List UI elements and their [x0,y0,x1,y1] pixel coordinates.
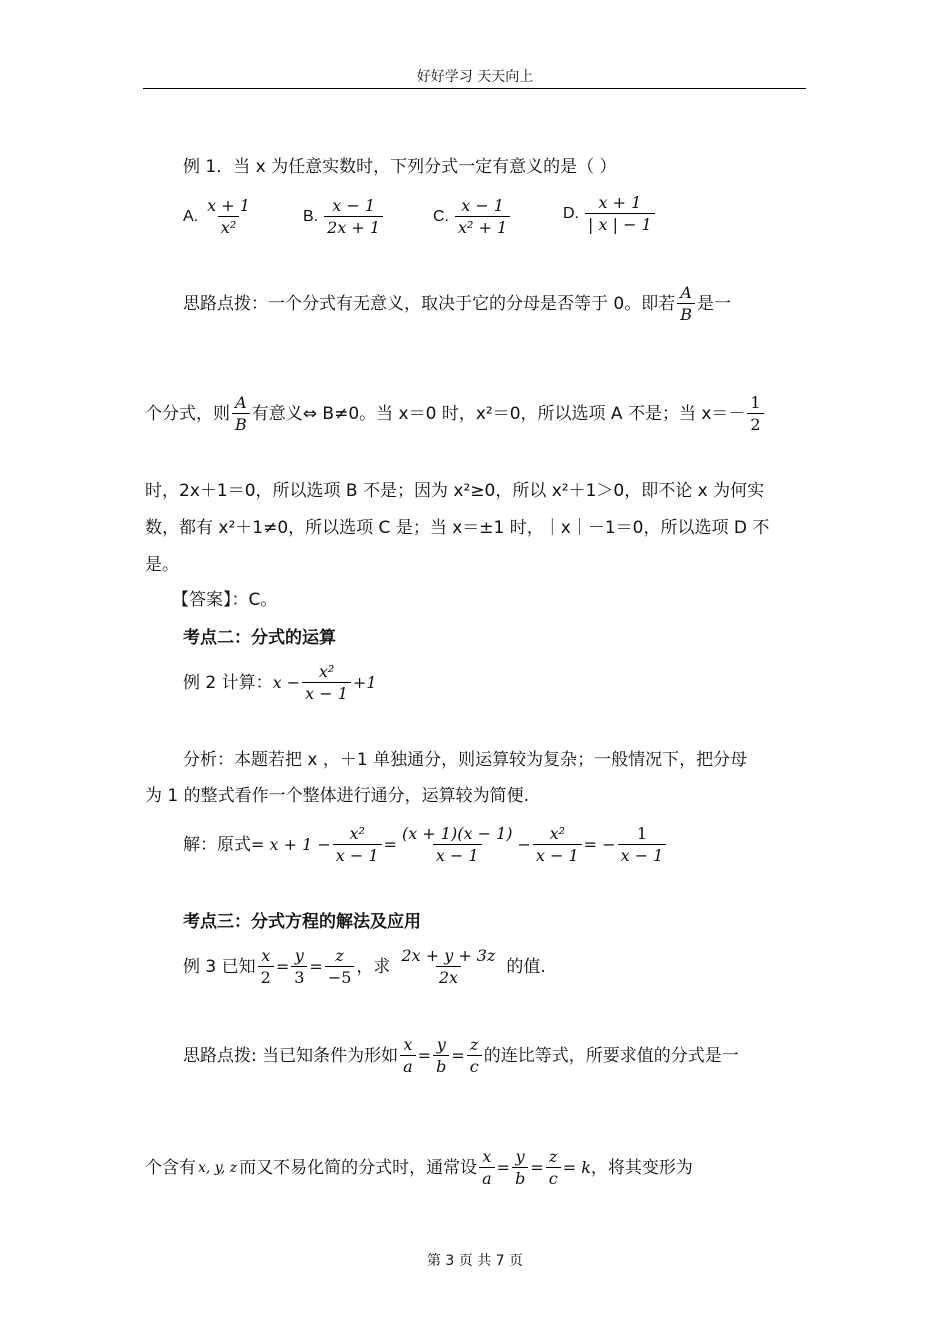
last-eq1: = [496,1157,511,1177]
c2-num: y [436,1035,446,1054]
frac-b-2: B [232,413,250,434]
ex2-expr-post: +1 [352,672,377,692]
sol-f2-den: x − 1 [433,844,482,865]
ex3-hint-pre: 思路点拨: 当已知条件为形如 [183,1045,399,1066]
sol-eq1: = [383,834,397,854]
section2-title: 考点二：分式的运算 [183,628,336,648]
ex1-hint-line1 [183,283,731,324]
sol-f4-den: x − 1 [618,844,667,865]
hint-eq1: = [417,1045,432,1065]
ex2-den: x − 1 [302,682,351,703]
c3b-den: c [546,1167,561,1188]
ratio2-x-a [479,1147,495,1188]
sol-eq2: = − [583,834,616,854]
option-c-label: C. [433,207,449,225]
ex2-label: 例 2 计算： [183,672,273,693]
r1-num: x [261,946,271,965]
sol-frac4 [618,824,667,865]
option-d [563,193,657,234]
c3-den: c [467,1055,482,1076]
option-a-fraction [204,196,253,237]
last-vars: x, y, z [198,1159,238,1176]
option-b-num: x − 1 [332,196,375,215]
c3b-num: z [549,1147,558,1166]
ex3-hint-line1 [183,1035,739,1076]
ex3-ratio3 [325,946,355,987]
frac-a-over-b-2 [232,393,250,434]
hint2-pre: 个分式，则 [145,403,230,424]
sol-p1: = x + 1 − [251,834,331,854]
ex3-eq2: = [309,956,323,976]
solution-line [183,824,668,865]
option-d-label: D. [563,204,579,222]
hint-eq2: = [451,1045,465,1065]
hint2-mid: 有意义⇔ B≠0。当 x＝0 时，x²＝0，所以选项 A 不是；当 x＝－ [251,403,746,424]
half-num: 1 [750,393,761,412]
half-den: 2 [747,413,763,434]
analysis-line2: 为 1 的整式看作一个整体进行通分，运算较为简便. [145,786,530,806]
option-b-den: 2x + 1 [324,216,383,237]
hint1-post: 是一 [696,293,731,314]
ex3-target [398,946,498,987]
ex3-ratio2 [291,946,307,987]
ex1-hint-line5: 是。 [145,555,179,575]
sol-f3-num: x² [549,824,565,843]
ex3-line [183,946,546,987]
option-c-den: x² + 1 [455,216,510,237]
c1b-den: a [479,1167,495,1188]
ratio-z-c [467,1035,482,1076]
ratio-x-a [400,1035,416,1076]
last-pre: 个含有 [145,1157,196,1178]
c2-den: b [433,1055,449,1076]
section3-title: 考点三：分式方程的解法及应用 [183,912,421,932]
ex3-hint-line2 [145,1147,693,1188]
sol-minus: − [517,834,531,854]
option-a-label: A. [183,207,199,225]
ex1-hint-line4: 数，都有 x²＋1≠0，所以选项 C 是；当 x＝±1 时，｜x｜－1＝0，所以选项 D 不 [145,518,770,538]
ex2-expr-pre: x − [272,672,301,692]
ratio-y-b [433,1035,449,1076]
option-b [303,196,385,237]
option-a [183,196,255,237]
c1-num: x [403,1035,413,1054]
ex1-hint-line2 [145,393,766,434]
page-header: 好好学习 天天向上 [416,69,534,85]
ex2-num: x² [318,662,335,681]
last-eq2: = [530,1157,544,1177]
option-b-label: B. [303,207,319,225]
ex3-end: 的值. [506,956,546,977]
ex3-eq1: = [275,956,290,976]
last-post: ，将其变形为 [590,1157,693,1178]
page-footer: 第 3 页 共 7 页 [426,1253,524,1269]
ex3-label: 例 3 已知 [183,956,256,977]
option-c-fraction [455,196,510,237]
sol-f4-num: 1 [636,824,648,843]
sol-label: 解：原式 [183,834,251,855]
option-c [433,196,512,237]
analysis-line1: 分析：本题若把 x ，＋1 单独通分，则运算较为复杂；一般情况下，把分母 [183,750,748,770]
r2-den: 3 [291,966,307,987]
c2b-den: b [512,1167,528,1188]
r1-den: 2 [258,966,274,987]
frac-a-2: A [235,393,247,412]
ratio2-y-b [512,1147,528,1188]
frac-one-half [747,393,763,434]
ex1-question: 例 1．当 x 为任意实数时，下列分式一定有意义的是（ ） [183,157,617,177]
sol-f3-den: x − 1 [533,844,582,865]
hint1-pre: 思路点拨：一个分式有无意义，取决于它的分母是否等于 0。即若 [183,293,676,314]
option-b-fraction [324,196,383,237]
sol-frac1 [333,824,382,865]
frac-a-over-b [677,283,695,324]
sol-frac3 [533,824,582,865]
ex1-answer: 【答案】：C。 [172,590,278,610]
last-k: = k [562,1157,591,1177]
sol-f1-den: x − 1 [333,844,382,865]
ex2-line [183,662,377,703]
frac-b: B [677,303,695,324]
option-d-num: x + 1 [598,193,642,212]
ex3-mid: ，求 [356,956,391,977]
target-den: 2x [436,966,461,987]
sol-f1-num: x² [349,824,365,843]
frac-a: A [680,283,692,302]
c1b-num: x [482,1147,492,1166]
sol-f2-num: (x + 1)(x − 1) [401,824,513,843]
ex3-hint-post: 的连比等式，所要求值的分式是一 [483,1045,739,1066]
r3-den: −5 [325,966,355,987]
option-d-den: | x | − 1 [585,213,655,234]
ratio2-z-c [546,1147,561,1188]
option-a-num: x + 1 [207,196,250,215]
option-c-num: x − 1 [461,196,504,215]
target-num: 2x + y + 3z [401,946,496,965]
r3-num: z [335,946,344,965]
c2b-num: y [515,1147,525,1166]
last-mid: 而又不易化简的分式时，通常设 [239,1157,478,1178]
option-a-den: x² [218,216,239,237]
ex1-hint-line3: 时，2x＋1＝0，所以选项 B 不是；因为 x²≥0，所以 x²＋1＞0，即不论 x 为何实 [145,481,765,501]
r2-num: y [294,946,304,965]
header-rule [143,88,806,89]
ex3-ratio1 [258,946,274,987]
c3-num: z [470,1035,479,1054]
sol-frac2 [399,824,516,865]
option-d-fraction [585,193,655,234]
c1-den: a [400,1055,416,1076]
ex2-fraction [302,662,351,703]
